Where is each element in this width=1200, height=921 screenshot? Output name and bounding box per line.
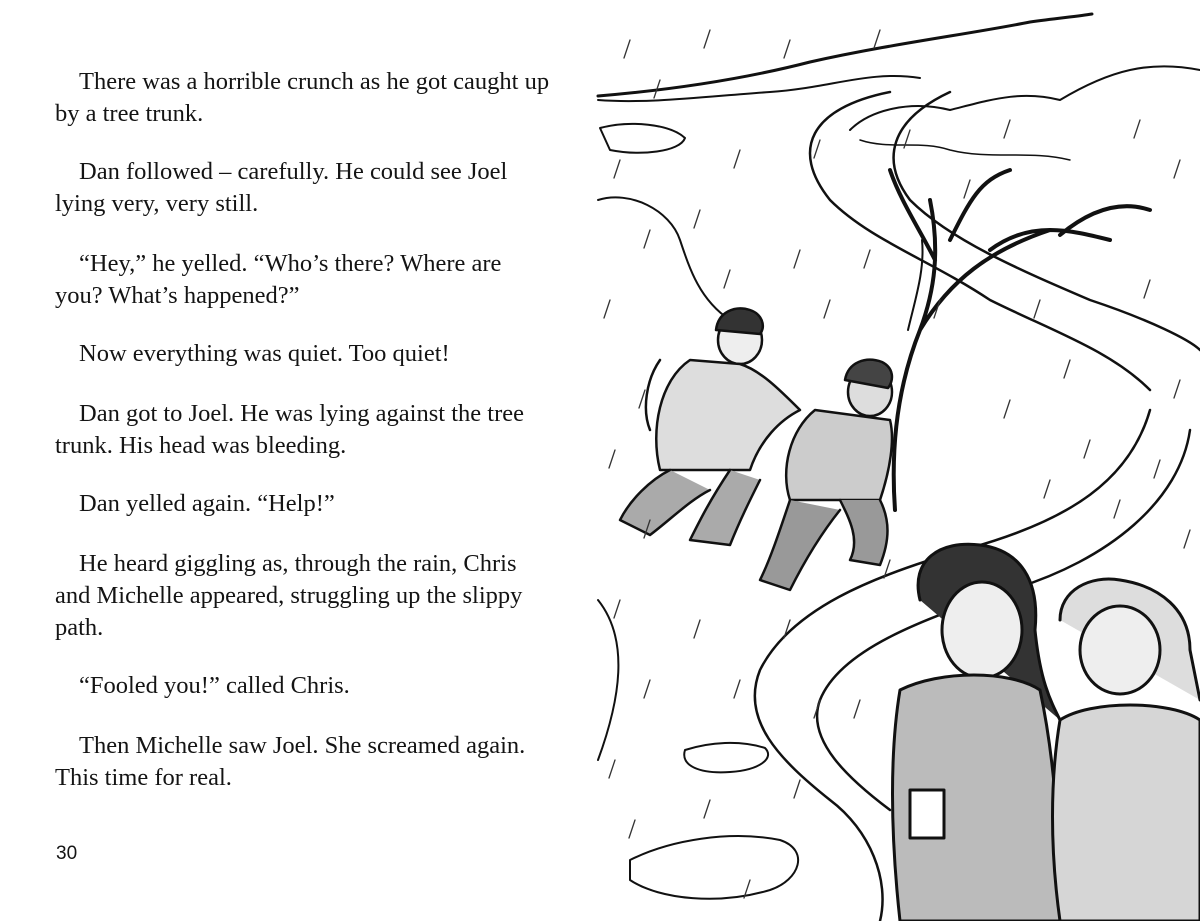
- paragraph-9: Then Michelle saw Joel. She screamed again. This time for real.: [55, 732, 526, 791]
- paragraph-3: “Hey,” he yelled. “Who’s there? Where are you? What’s happened?”: [55, 250, 502, 309]
- paragraph-7: He heard giggling as, through the rain, Chris and Michelle appeared, struggling up the slippy path.: [55, 550, 523, 641]
- girl-dark-hair: [893, 544, 1061, 921]
- text-page: [0, 0, 585, 921]
- puddle: [630, 836, 798, 899]
- story-illustration: [590, 0, 1200, 921]
- path-edge-right: [894, 92, 1200, 350]
- paragraph-6: Dan yelled again. “Help!”: [79, 490, 335, 517]
- path-edge-left: [810, 92, 1150, 390]
- crouching-boy: [620, 308, 800, 545]
- paragraph-4: Now everything was quiet. Too quiet!: [79, 340, 450, 367]
- girl-light-hair: [1053, 579, 1200, 921]
- tree-trunk: [890, 170, 1150, 510]
- paragraph-1: There was a horrible crunch as he got caught up by a tree trunk.: [55, 68, 550, 127]
- paragraph-8: “Fooled you!” called Chris.: [79, 672, 350, 699]
- page-number: 30: [56, 843, 78, 864]
- hill-horizon: [598, 14, 1092, 96]
- paragraph-2: Dan followed – carefully. He could see Joel lying very, very still.: [55, 158, 508, 217]
- paragraph-5: Dan got to Joel. He was lying against the tree trunk. His head was bleeding.: [55, 400, 524, 459]
- illustration-art: [590, 0, 1200, 921]
